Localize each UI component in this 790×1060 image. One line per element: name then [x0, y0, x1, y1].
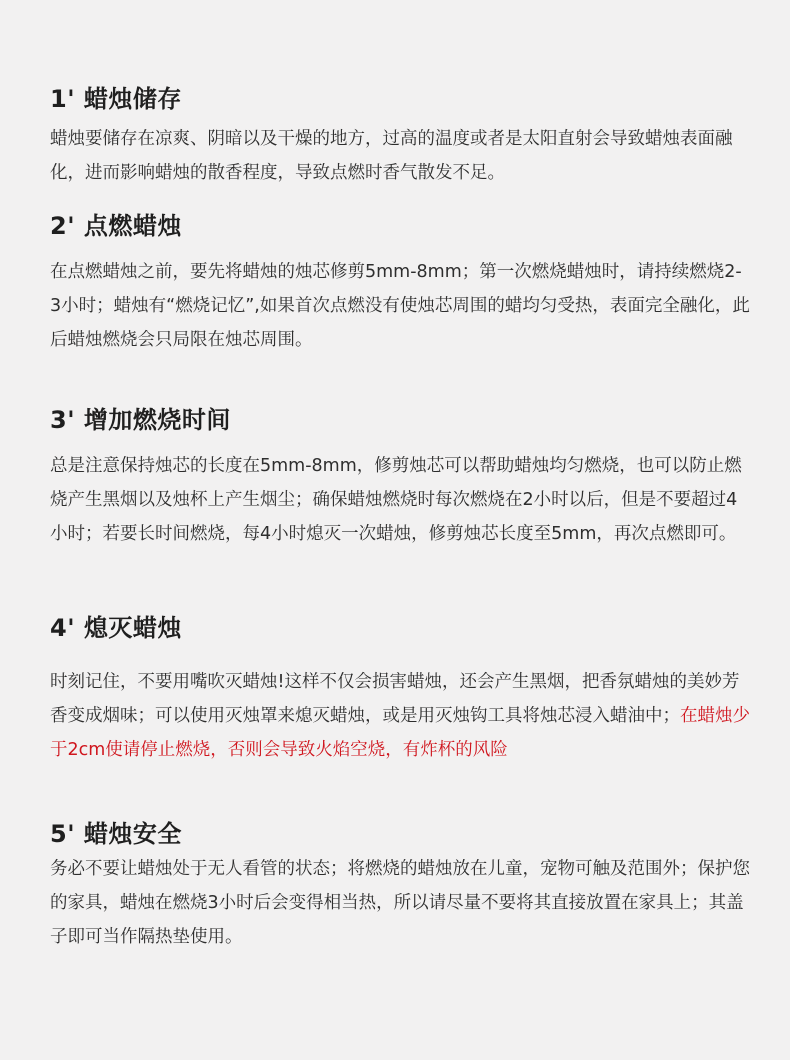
section-heading: 1' 蜡烛储存 [50, 85, 182, 113]
section-heading: 2' 点燃蜡烛 [50, 212, 182, 240]
section-lighting [50, 211, 750, 357]
section-extinguish [50, 613, 750, 767]
section-body-text: 时刻记住，不要用嘴吹灭蜡烛!这样不仅会损害蜡烛，还会产生黑烟，把香氛蜡烛的美妙芳香变成烟味；可以使用灭烛罩来熄灭蜡烛，或是用灭烛钩工具将烛芯浸入蜡油中； [50, 672, 740, 726]
section-burn-time [50, 405, 750, 551]
section-body: 务必不要让蜡烛处于无人看管的状态；将燃烧的蜡烛放在儿童，宠物可触及范围外；保护您的家具，蜡烛在燃烧3小时后会变得相当热，所以请尽量不要将其直接放置在家具上；其盖子即可当作隔热垫使用。 [50, 859, 750, 947]
section-heading: 3' 增加燃烧时间 [50, 406, 231, 434]
section-body: 总是注意保持烛芯的长度在5mm-8mm，修剪烛芯可以帮助蜡烛均匀燃烧，也可以防止燃烧产生黑烟以及烛杯上产生烟尘；确保蜡烛燃烧时每次燃烧在2小时以后，但是不要超过4小时；若要长时间燃烧，每4小时熄灭一次蜡烛，修剪烛芯长度至5mm，再次点燃即可。 [50, 456, 742, 544]
section-safety [50, 819, 750, 954]
section-body: 在点燃蜡烛之前，要先将蜡烛的烛芯修剪5mm-8mm；第一次燃烧蜡烛时，请持续燃烧2-3小时；蜡烛有“燃烧记忆”,如果首次点燃没有使烛芯周围的蜡均匀受热，表面完全融化，此后蜡烛燃烧会只局限在烛芯周围。 [50, 262, 750, 350]
section-body: 蜡烛要储存在凉爽、阴暗以及干燥的地方，过高的温度或者是太阳直射会导致蜡烛表面融化，进而影响蜡烛的散香程度，导致点燃时香气散发不足。 [50, 129, 733, 183]
section-body [50, 665, 750, 767]
section-heading: 5' 蜡烛安全 [50, 820, 182, 848]
section-heading: 4' 熄灭蜡烛 [50, 614, 182, 642]
section-storage [50, 84, 750, 190]
warning-text: 在蜡烛少于2cm使请停止燃烧，否则会导致火焰空烧，有炸杯的风险 [50, 706, 750, 760]
